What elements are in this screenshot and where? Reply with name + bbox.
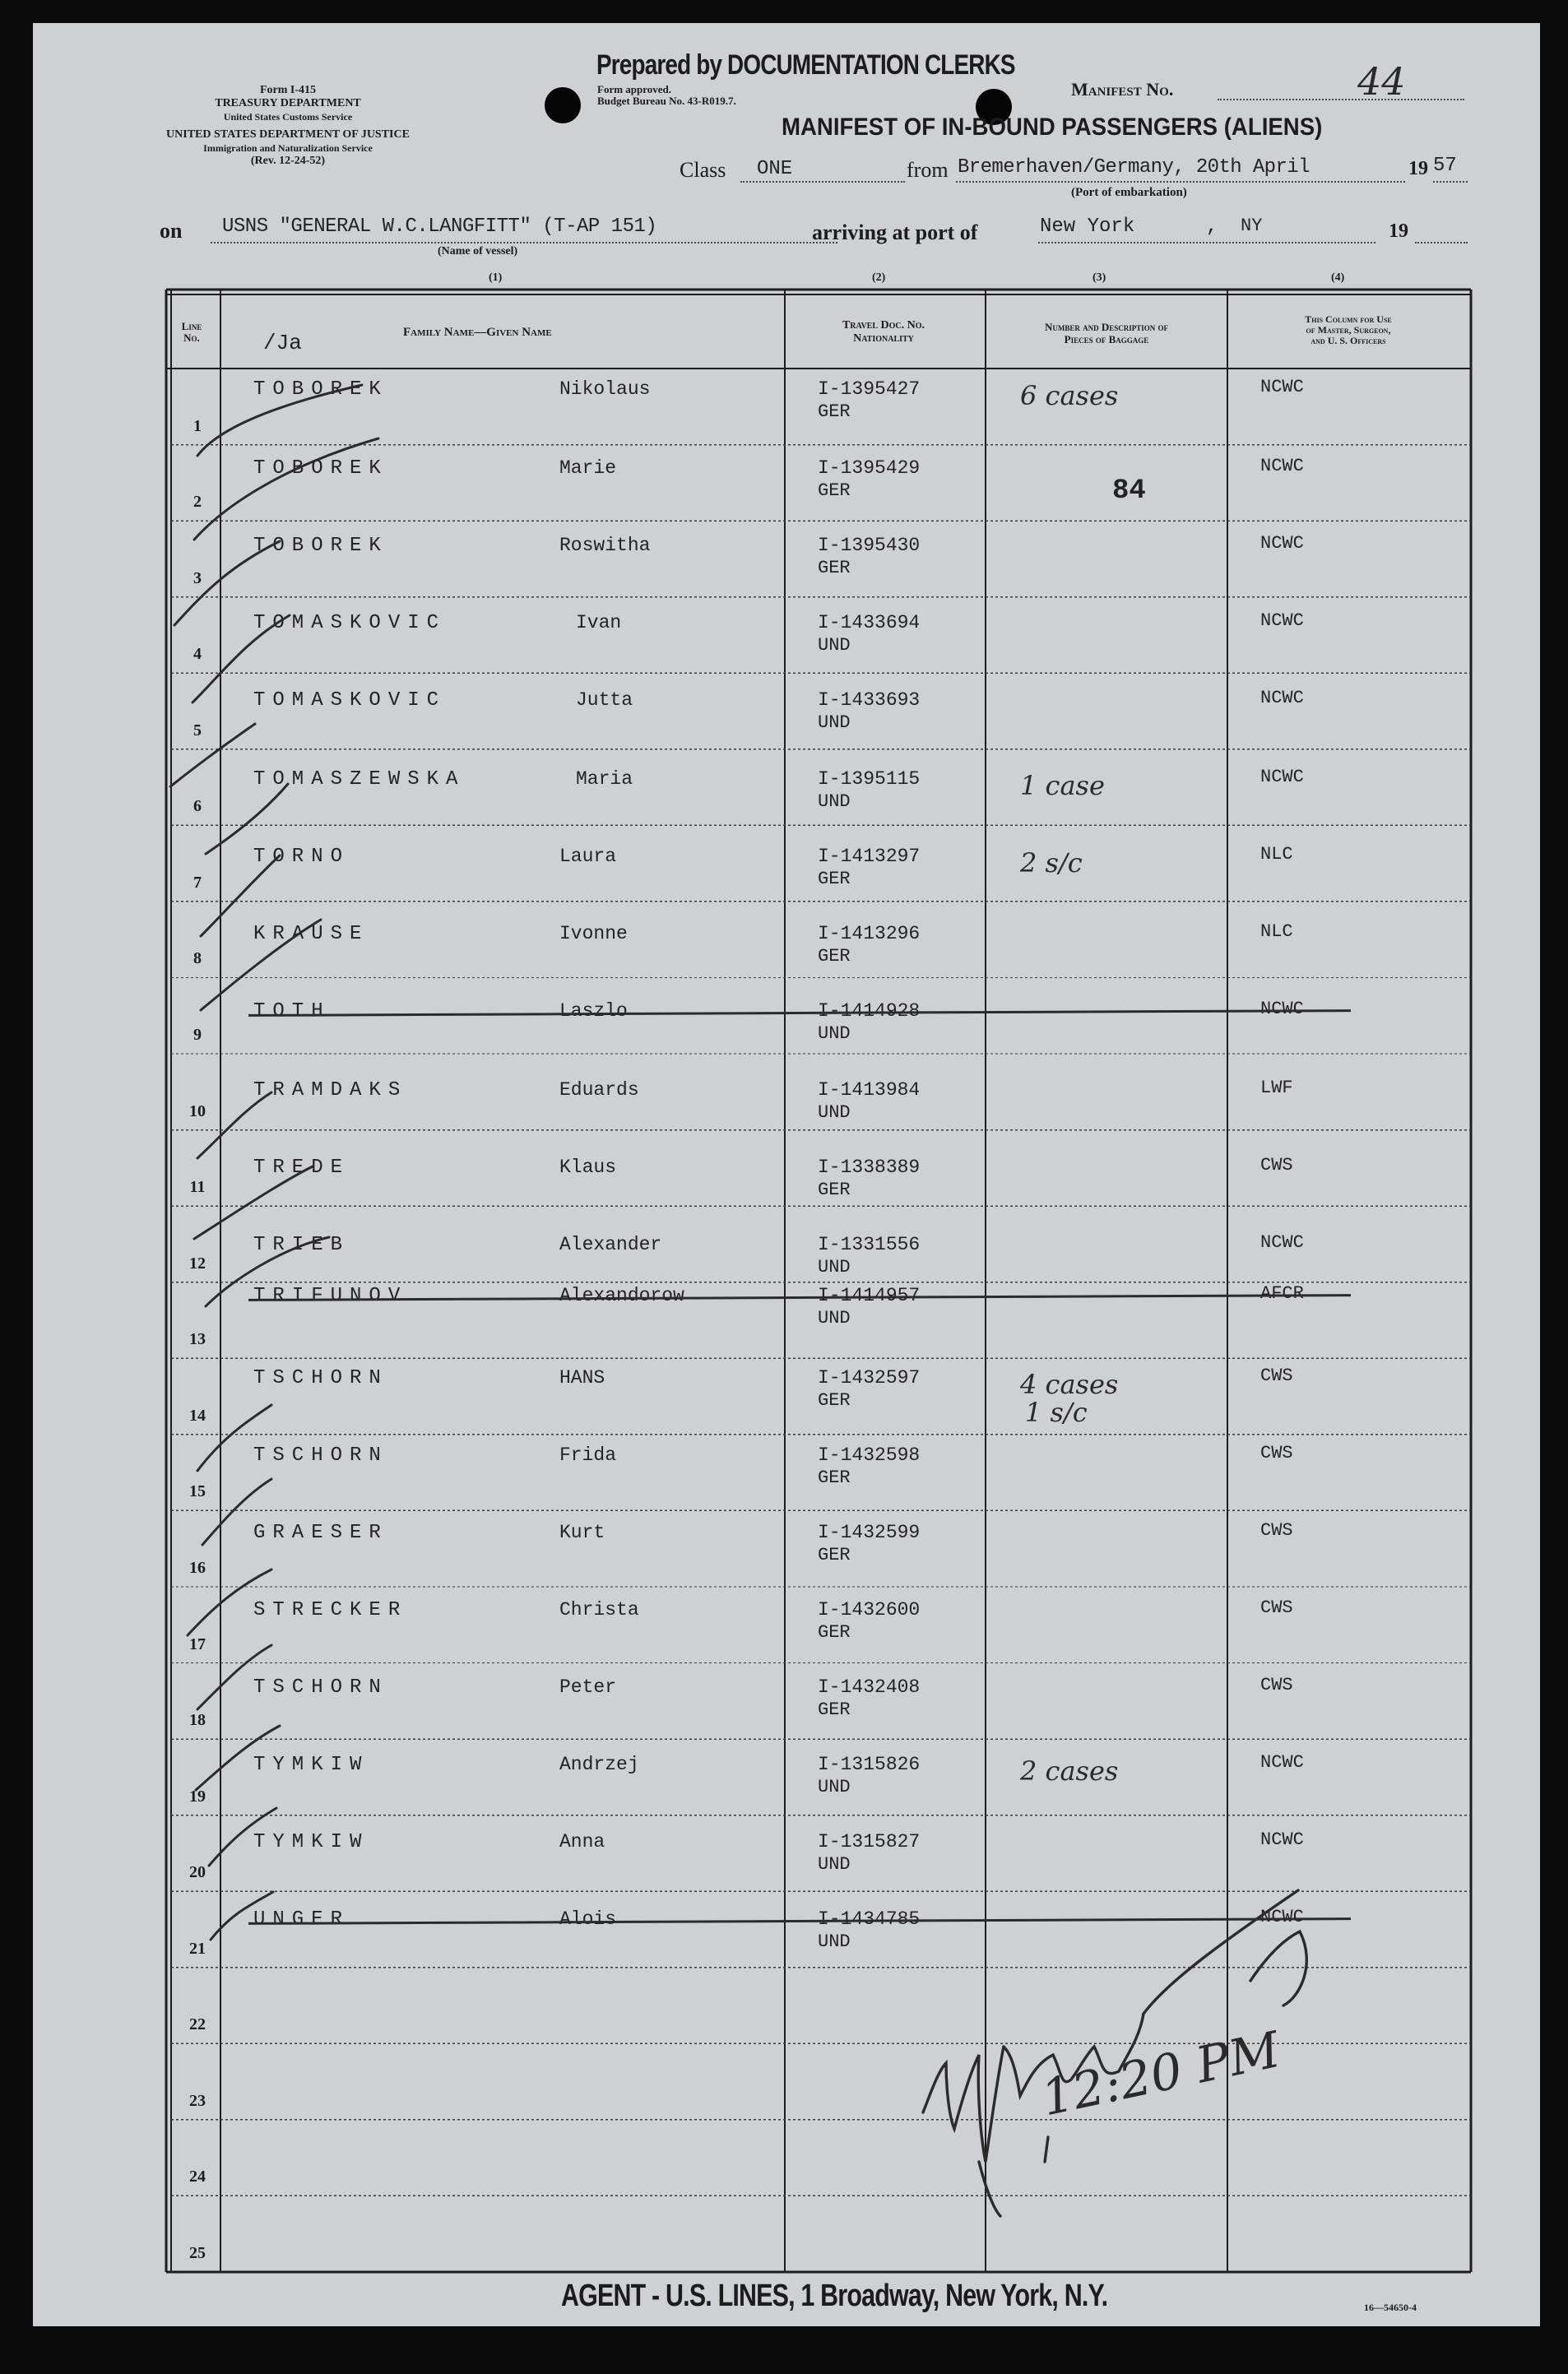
travel-doc-number: I-1338389 <box>818 1157 921 1178</box>
family-name: TRIFUNOV <box>253 1285 408 1307</box>
form-justice: UNITED STATES DEPARTMENT OF JUSTICE <box>166 128 410 141</box>
family-name: TOBOREK <box>253 378 388 401</box>
travel-doc-number: I-1432408 <box>818 1676 921 1698</box>
line-number: 4 <box>193 645 202 664</box>
agent-footer: AGENT - U.S. LINES, 1 Broadway, New York, N.Y. <box>561 2279 1108 2313</box>
travel-doc-number: I-1433694 <box>818 612 921 633</box>
officer-code: AFCR <box>1260 1283 1304 1304</box>
given-name: Christa <box>559 1599 639 1621</box>
officer-code: NCWC <box>1260 1752 1304 1773</box>
nationality: UND <box>818 712 851 733</box>
given-name: Laszlo <box>559 1000 628 1022</box>
officer-code: NCWC <box>1260 1232 1304 1253</box>
family-name: TOBOREK <box>253 535 388 557</box>
line-number: 23 <box>189 2091 206 2110</box>
manifest-no-label: Manifest No. <box>1071 79 1174 100</box>
line-number: 9 <box>193 1026 202 1045</box>
family-name: KRAUSE <box>253 923 369 945</box>
line-number: 6 <box>193 797 202 816</box>
form-rev: (Rev. 12-24-52) <box>250 155 326 167</box>
travel-doc-number: I-1395427 <box>818 378 921 400</box>
line-number: 2 <box>193 493 202 512</box>
nationality: GER <box>818 480 851 501</box>
family-name: UNGER <box>253 1908 350 1931</box>
family-name: TYMKIW <box>253 1831 369 1853</box>
manifest-title: MANIFEST OF IN-BOUND PASSENGERS (ALIENS) <box>782 114 1323 141</box>
officer-code: NCWC <box>1260 456 1304 476</box>
line-number: 14 <box>189 1406 206 1425</box>
travel-doc-number: I-1434785 <box>818 1908 921 1930</box>
prepared-by-stamp: Prepared by DOCUMENTATION CLERKS <box>596 49 1015 81</box>
arriving-label: arriving at port of <box>812 220 978 244</box>
nationality: GER <box>818 1180 851 1200</box>
line-number: 24 <box>189 2168 206 2186</box>
officer-code: CWS <box>1260 1597 1293 1618</box>
nationality: UND <box>818 1854 851 1875</box>
tick-marks <box>170 385 378 1940</box>
travel-doc-number: I-1331556 <box>818 1234 921 1255</box>
family-name: TRAMDAKS <box>253 1079 408 1101</box>
form-number: Form I-415 <box>259 84 317 96</box>
nationality: GER <box>818 401 851 422</box>
given-name: Ivan <box>576 612 622 633</box>
nationality: UND <box>818 791 851 812</box>
line-number: 1 <box>193 416 202 435</box>
form-code: 16—54650-4 <box>1364 2302 1417 2313</box>
year-suffix: 57 <box>1433 155 1457 177</box>
officer-code: CWS <box>1260 1520 1293 1541</box>
given-name: Marie <box>559 457 617 479</box>
line-number: 22 <box>189 2015 206 2034</box>
manifest-no-value: 44 <box>1357 59 1406 104</box>
col-header-family-name: Family Name—Given Name <box>403 326 552 339</box>
line-number: 12 <box>189 1254 206 1273</box>
travel-doc-number: I-1413984 <box>818 1079 921 1101</box>
nationality: GER <box>818 1699 851 1720</box>
date-suffix: 19 <box>1389 220 1408 242</box>
line-number: 3 <box>193 568 202 587</box>
given-name: Jutta <box>576 689 633 711</box>
manifest-sheet <box>33 23 1540 2326</box>
line-number: 15 <box>189 1482 206 1501</box>
family-name: TREDE <box>253 1157 350 1179</box>
col-number-1: (1) <box>489 271 503 284</box>
nationality: GER <box>818 869 851 889</box>
col-header-baggage: Number and Description of Pieces of Baggage <box>1044 321 1169 345</box>
officer-code: NCWC <box>1260 610 1304 631</box>
family-name: TRIEB <box>253 1234 350 1256</box>
family-name: TOMASKOVIC <box>253 689 447 712</box>
col-number-4: (4) <box>1331 271 1345 284</box>
nationality: UND <box>818 1257 851 1277</box>
line-number: 5 <box>193 721 202 740</box>
baggage: 2 cases <box>1020 1755 1119 1787</box>
given-name: Alexandorow <box>559 1285 684 1306</box>
family-name: STRECKER <box>253 1599 408 1621</box>
baggage: 4 cases <box>1020 1369 1119 1400</box>
officer-code: NCWC <box>1260 533 1304 554</box>
travel-doc-number: I-1432597 <box>818 1367 921 1389</box>
given-name: Peter <box>559 1676 617 1698</box>
col-header-travel-doc: Travel Doc. No. Nationality <box>842 319 925 345</box>
baggage: 2 s/c <box>1020 847 1083 879</box>
form-service: United States Customs Service <box>223 111 353 123</box>
family-name: TOBOREK <box>253 457 388 480</box>
nationality: GER <box>818 946 851 967</box>
class-value: ONE <box>757 158 793 180</box>
travel-doc-number: I-1414957 <box>818 1285 921 1306</box>
officer-code: NCWC <box>1260 377 1304 397</box>
form-ins: Immigration and Naturalization Service <box>203 142 373 154</box>
officer-code: NCWC <box>1260 1907 1304 1927</box>
family-name: TOTH <box>253 1000 331 1022</box>
arrival-port: New York <box>1040 216 1135 238</box>
officer-code: CWS <box>1260 1155 1293 1175</box>
nationality: UND <box>818 635 851 656</box>
officer-code: NCWC <box>1260 1829 1304 1850</box>
family-name: TSCHORN <box>253 1367 388 1389</box>
col-number-2: (2) <box>872 271 886 284</box>
travel-doc-number: I-1395430 <box>818 535 921 556</box>
nationality: UND <box>818 1102 851 1123</box>
given-name: Maria <box>576 768 633 790</box>
travel-doc-number: I-1315826 <box>818 1754 921 1775</box>
travel-doc-number: I-1414928 <box>818 1000 921 1022</box>
officer-code: NLC <box>1260 844 1293 865</box>
baggage: 6 cases <box>1020 380 1119 411</box>
officer-code: CWS <box>1260 1443 1293 1463</box>
approval-line: Form approved. <box>597 83 672 95</box>
ja-mark: /Ja <box>263 331 302 355</box>
family-name: TSCHORN <box>253 1676 388 1699</box>
nationality: UND <box>818 1931 851 1952</box>
travel-doc-number: I-1395429 <box>818 457 921 479</box>
line-number: 21 <box>189 1939 206 1958</box>
baggage: 84 <box>1112 475 1146 507</box>
nationality: GER <box>818 1545 851 1565</box>
class-label: Class <box>680 158 726 182</box>
line-number: 19 <box>189 1787 206 1806</box>
col-header-line-no: Line No. <box>181 320 202 344</box>
from-value: Bremerhaven/Germany, 20th April <box>958 156 1310 179</box>
line-number: 8 <box>193 949 202 968</box>
ink-marks <box>33 23 1540 2326</box>
nationality: GER <box>818 1622 851 1643</box>
travel-doc-number: I-1413297 <box>818 846 921 867</box>
travel-doc-number: I-1413296 <box>818 923 921 944</box>
vessel-caption: (Name of vessel) <box>438 245 518 257</box>
family-name: TORNO <box>253 846 350 868</box>
arrival-state-sep: , <box>1206 216 1218 238</box>
travel-doc-number: I-1432600 <box>818 1599 921 1621</box>
family-name: TOMASZEWSKA <box>253 768 466 791</box>
col-header-officers: This Column for Use of Master, Surgeon, and U. S. Officers <box>1305 313 1392 346</box>
line-number: 25 <box>189 2244 206 2262</box>
officer-code: NLC <box>1260 921 1293 942</box>
col-number-3: (3) <box>1092 271 1106 284</box>
year-prefix: 19 <box>1408 158 1428 179</box>
given-name: Anna <box>559 1831 605 1852</box>
family-name: TOMASKOVIC <box>253 612 447 634</box>
vessel-name: USNS "GENERAL W.C.LANGFITT" (T-AP 151) <box>222 216 657 238</box>
officer-code: NCWC <box>1260 767 1304 787</box>
line-number: 13 <box>189 1330 206 1349</box>
travel-doc-number: I-1432598 <box>818 1444 921 1466</box>
travel-doc-number: I-1395115 <box>818 768 921 790</box>
nationality: GER <box>818 558 851 578</box>
given-name: Alois <box>559 1908 617 1930</box>
officer-code: NCWC <box>1260 999 1304 1019</box>
travel-doc-number: I-1432599 <box>818 1522 921 1543</box>
given-name: Laura <box>559 846 617 867</box>
given-name: Andrzej <box>559 1754 639 1775</box>
line-number: 17 <box>189 1634 206 1653</box>
given-name: Roswitha <box>559 535 651 556</box>
nationality: UND <box>818 1023 851 1044</box>
line-number: 20 <box>189 1863 206 1882</box>
nationality: UND <box>818 1308 851 1328</box>
line-number: 10 <box>189 1101 206 1120</box>
officer-code: LWF <box>1260 1078 1293 1098</box>
handwritten-time: 12:20 PM <box>1037 2020 1285 2128</box>
family-name: TSCHORN <box>253 1444 388 1467</box>
form-dept: TREASURY DEPARTMENT <box>215 97 361 109</box>
family-name: GRAESER <box>253 1522 388 1544</box>
approval-line: Budget Bureau No. 43-R019.7. <box>597 95 736 107</box>
given-name: Ivonne <box>559 923 628 944</box>
travel-doc-number: I-1315827 <box>818 1831 921 1852</box>
baggage: 1 s/c <box>1025 1397 1088 1428</box>
given-name: Kurt <box>559 1522 605 1543</box>
on-label: on <box>160 219 183 243</box>
line-number: 16 <box>189 1558 206 1577</box>
given-name: Frida <box>559 1444 617 1466</box>
arrival-state: NY <box>1241 216 1263 236</box>
nationality: GER <box>818 1468 851 1488</box>
officer-code: CWS <box>1260 1366 1293 1386</box>
baggage: 1 case <box>1020 770 1105 801</box>
given-name: Eduards <box>559 1079 639 1101</box>
line-number: 11 <box>189 1178 206 1197</box>
family-name: TYMKIW <box>253 1754 369 1776</box>
given-name: HANS <box>559 1367 605 1389</box>
line-number: 7 <box>193 873 202 892</box>
given-name: Klaus <box>559 1157 617 1178</box>
nationality: GER <box>818 1390 851 1411</box>
port-caption: (Port of embarkation) <box>1071 186 1187 199</box>
officer-code: CWS <box>1260 1675 1293 1695</box>
given-name: Alexander <box>559 1234 662 1255</box>
given-name: Nikolaus <box>559 378 651 400</box>
officer-code: NCWC <box>1260 688 1304 708</box>
from-label: from <box>907 158 949 182</box>
travel-doc-number: I-1433693 <box>818 689 921 711</box>
line-number: 18 <box>189 1711 206 1730</box>
nationality: UND <box>818 1777 851 1797</box>
